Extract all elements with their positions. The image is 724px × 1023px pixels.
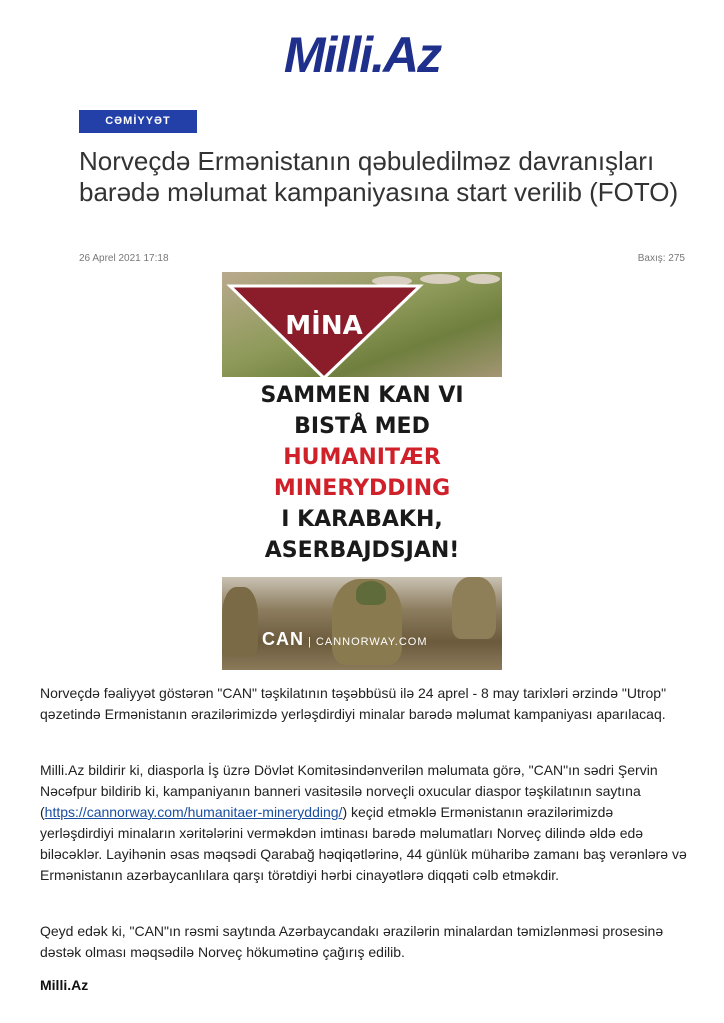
poster-line: ASERBAJDSJAN! [264, 538, 460, 563]
article-paragraph: Qeyd edək ki, "CAN"ın rəsmi saytında Azərbaycandakı ərazilərin minalardan təmizlənməsi prosesinə dəstək olması məqsədilə Norveç hökumətinə çağırış edilib. [40, 923, 664, 960]
deminer-figure [452, 577, 496, 639]
article-photo [222, 272, 502, 670]
landmine-graphic [466, 274, 500, 284]
deminer-figure [222, 587, 258, 657]
brand-name: CAN [262, 629, 304, 649]
sign-label: MİNA [285, 311, 363, 341]
site-logo-text: Milli.Az [283, 27, 441, 83]
article-source: Milli.Az [40, 977, 89, 993]
view-count: Baxış: 275 [637, 253, 685, 264]
poster-text [222, 380, 502, 566]
brand-url: | CANNORWAY.COM [308, 636, 428, 648]
deminers-photo [222, 577, 502, 670]
paragraph-text: Milli.Az bildirir ki, diasporla İş üzrə Dövlət Komitəsindənverilən məlumata görə, "CAN"ın sədri Şervin Nəcəfpur bildirib ki, kampaniyanın banneri vasitəsilə norveçli oxucular diaspor təşkilatının saytına ( [40, 762, 658, 820]
poster-line-highlight: HUMANITÆR [283, 445, 441, 470]
poster-line: BISTÅ MED [294, 414, 430, 439]
poster-line: I KARABAKH, [281, 507, 443, 532]
category-badge[interactable]: CƏMİYYƏT [79, 110, 197, 133]
article-paragraph [40, 760, 688, 886]
source-link[interactable]: https://cannorway.com/humanitaer-minerydding/ [44, 804, 343, 820]
article-paragraph: Norveçdə fəaliyyət göstərən "CAN" təşkilatının təşəbbüsü ilə 24 aprel - 8 may tarixləri ərzində "Utrop" qəzetində Ermənistanın ərazilərimizdə yerləşdirdiyi minalar barədə məlumat kampaniyası aparılacaq. [40, 685, 667, 722]
warning-sign-icon [224, 278, 424, 383]
site-logo[interactable] [0, 26, 724, 84]
paragraph-text: ) keçid etməklə Ermənistanın ərazilərimizdə yerləşdirdiyi minaların xəritələrini verməkdən imtinası barədə məlumatları Norveç dilində əldə edə biləcəklər. Layihənin əsas məqsədi Qarabağ həqiqətlərinə, 44 günlük müharibə zamanı baş verənlərə və Ermənistanın azərbaycanlılara qarşı törətdiyi hərbi cinayətlərə diqqəti cəlb etməkdir. [40, 804, 687, 883]
landmine-graphic [420, 274, 460, 284]
helmet-graphic [356, 581, 386, 605]
article-meta [79, 253, 685, 264]
article-title: Norveçdə Ermənistanın qəbuledilməz davranışları barədə məlumat kampaniyasına start verilib (FOTO) [79, 146, 679, 207]
article-date: 26 Aprel 2021 17:18 [79, 253, 169, 264]
poster-line-highlight: MINERYDDING [273, 476, 451, 501]
poster-line: SAMMEN KAN VI [260, 383, 464, 408]
poster-brand [262, 629, 428, 650]
